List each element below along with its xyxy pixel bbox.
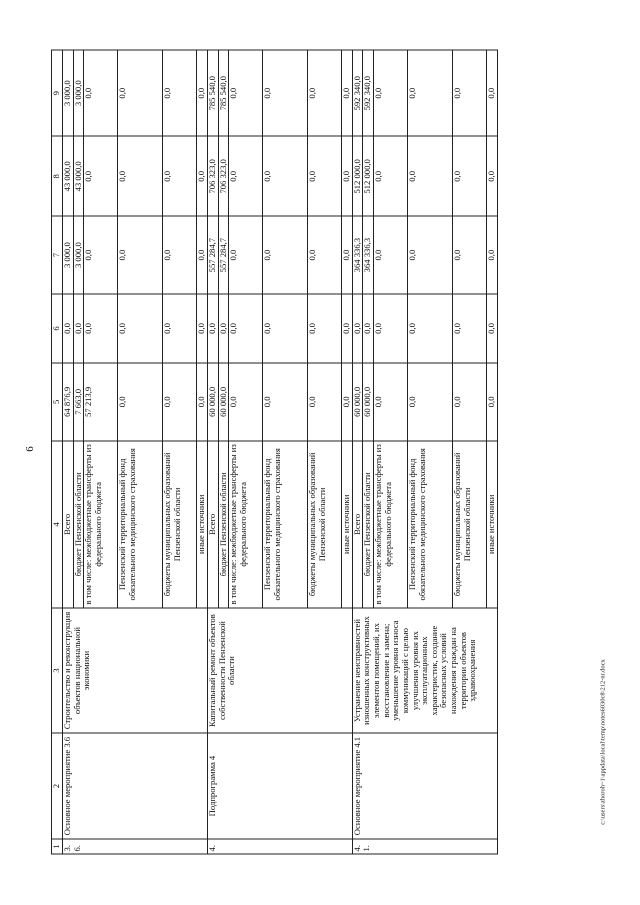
amount-cell: 43 000,0 [73, 136, 84, 216]
col-header: 7 [52, 216, 63, 294]
amount-cell: 64 876,9 [63, 363, 74, 441]
col-header: 3 [52, 608, 63, 733]
amount-cell: 57 213,9 [84, 363, 118, 441]
page-number: 6 [24, 446, 36, 452]
row-number-cell: 4.1. [352, 839, 497, 854]
amount-cell: 0,0 [374, 216, 408, 294]
funding-source-cell: бюджет Пензенской области [73, 441, 84, 608]
amount-cell: 0,0 [229, 136, 263, 216]
amount-cell: 364 336,3 [363, 216, 374, 294]
amount-cell: 0,0 [197, 216, 208, 294]
amount-cell: 3 000,0 [63, 50, 74, 136]
amount-cell: 0,0 [118, 363, 163, 441]
col-header: 8 [52, 136, 63, 216]
funding-source-cell: Всего [352, 441, 363, 608]
funding-source-cell: Всего [207, 441, 218, 608]
amount-cell: 0,0 [229, 294, 263, 363]
event-name-cell: Подпрограмма 4 [207, 733, 352, 839]
amount-cell: 0,0 [308, 136, 342, 216]
amount-cell: 0,0 [453, 363, 487, 441]
funding-source-cell: бюджеты муниципальных образований Пензенской области [163, 441, 197, 608]
col-header: 4 [52, 441, 63, 608]
amount-cell: 0,0 [453, 136, 487, 216]
table-row [207, 50, 218, 854]
amount-cell: 0,0 [487, 50, 498, 136]
amount-cell: 0,0 [84, 136, 118, 216]
amount-cell: 0,0 [352, 294, 363, 363]
amount-cell: 0,0 [453, 216, 487, 294]
amount-cell: 0,0 [374, 136, 408, 216]
funding-source-cell: бюджет Пензенской области [363, 441, 374, 608]
amount-cell: 0,0 [84, 294, 118, 363]
amount-cell: 0,0 [118, 294, 163, 363]
amount-cell: 0,0 [163, 136, 197, 216]
funding-source-cell: бюджеты муниципальных образований Пензенской области [453, 441, 487, 608]
amount-cell: 3 000,0 [73, 216, 84, 294]
funding-source-cell: Пензенский территориальный фонд обязательного медицинского страхования [408, 441, 453, 608]
amount-cell: 0,0 [453, 50, 487, 136]
rotated-page [51, 50, 589, 855]
amount-cell: 0,0 [118, 136, 163, 216]
funding-source-cell: бюджет Пензенской области [218, 441, 229, 608]
amount-cell: 3 000,0 [63, 216, 74, 294]
amount-cell: 0,0 [118, 216, 163, 294]
amount-cell: 0,0 [229, 216, 263, 294]
amount-cell: 0,0 [308, 216, 342, 294]
funding-source-cell: Всего [63, 441, 74, 608]
amount-cell: 0,0 [118, 50, 163, 136]
amount-cell: 0,0 [197, 363, 208, 441]
amount-cell: 60 000,0 [363, 363, 374, 441]
col-header: 1 [52, 839, 63, 854]
amount-cell: 0,0 [308, 294, 342, 363]
col-header: 2 [52, 733, 63, 839]
funding-source-cell: в том числе: межбюджетные трансферты из федерального бюджета [84, 441, 118, 608]
amount-cell: 0,0 [408, 363, 453, 441]
amount-cell: 512 000,0 [352, 136, 363, 216]
amount-cell: 0,0 [363, 294, 374, 363]
amount-cell: 0,0 [229, 363, 263, 441]
footer-file-path: c:\users\zhoroh~1\appdata\local\temp\notes6030c8\212-nr.docx [599, 659, 607, 825]
amount-cell: 0,0 [487, 294, 498, 363]
event-description-cell: Строительство и реконструкция объектов национальной экономики [63, 608, 208, 733]
event-name-cell: Основное мероприятие 4.1 [352, 733, 497, 839]
funding-table [51, 50, 498, 855]
amount-cell: 0,0 [197, 50, 208, 136]
funding-source-cell: иные источники [197, 441, 208, 608]
funding-source-cell: иные источники [487, 441, 498, 608]
amount-cell: 0,0 [487, 363, 498, 441]
amount-cell: 7 663,0 [73, 363, 84, 441]
amount-cell: 0,0 [163, 363, 197, 441]
amount-cell: 0,0 [342, 363, 353, 441]
amount-cell: 0,0 [84, 216, 118, 294]
amount-cell: 785 540,0 [218, 50, 229, 136]
amount-cell: 0,0 [63, 294, 74, 363]
amount-cell: 0,0 [408, 50, 453, 136]
amount-cell: 0,0 [308, 50, 342, 136]
funding-source-cell: в том числе: межбюджетные трансферты из федерального бюджета [374, 441, 408, 608]
amount-cell: 592 340,0 [363, 50, 374, 136]
table-body [52, 50, 498, 854]
amount-cell: 0,0 [374, 363, 408, 441]
amount-cell: 0,0 [263, 216, 308, 294]
event-description-cell: Капитальный ремонт объектов собственности Пензенской области [207, 608, 352, 733]
amount-cell: 0,0 [408, 294, 453, 363]
amount-cell: 0,0 [73, 294, 84, 363]
amount-cell: 0,0 [263, 136, 308, 216]
row-number-cell: 3.6. [63, 839, 208, 854]
amount-cell: 0,0 [408, 216, 453, 294]
amount-cell: 0,0 [342, 136, 353, 216]
table-row [352, 50, 363, 854]
amount-cell: 0,0 [197, 136, 208, 216]
funding-source-cell: Пензенский территориальный фонд обязательного медицинского страхования [118, 441, 163, 608]
amount-cell: 364 336,3 [352, 216, 363, 294]
amount-cell: 60 000,0 [207, 363, 218, 441]
amount-cell: 3 000,0 [73, 50, 84, 136]
amount-cell: 512 000,0 [363, 136, 374, 216]
amount-cell: 0,0 [374, 294, 408, 363]
col-header: 5 [52, 363, 63, 441]
table-row [63, 50, 74, 854]
amount-cell: 0,0 [163, 50, 197, 136]
amount-cell: 0,0 [207, 294, 218, 363]
amount-cell: 706 323,0 [218, 136, 229, 216]
amount-cell: 0,0 [163, 216, 197, 294]
amount-cell: 0,0 [408, 136, 453, 216]
funding-source-cell: Пензенский территориальный фонд обязательного медицинского страхования [263, 441, 308, 608]
amount-cell: 0,0 [218, 294, 229, 363]
amount-cell: 592 340,0 [352, 50, 363, 136]
event-name-cell: Основное мероприятие 3.6 [63, 733, 208, 839]
amount-cell: 0,0 [263, 294, 308, 363]
amount-cell: 60 000,0 [218, 363, 229, 441]
amount-cell: 0,0 [229, 50, 263, 136]
amount-cell: 0,0 [487, 216, 498, 294]
amount-cell: 0,0 [453, 294, 487, 363]
amount-cell: 0,0 [197, 294, 208, 363]
amount-cell: 557 284,7 [207, 216, 218, 294]
row-number-cell: 4. [207, 839, 352, 854]
funding-source-cell: бюджеты муниципальных образований Пензенской области [308, 441, 342, 608]
amount-cell: 43 000,0 [63, 136, 74, 216]
funding-source-cell: в том числе: межбюджетные трансферты из федерального бюджета [229, 441, 263, 608]
col-header: 6 [52, 294, 63, 363]
amount-cell: 0,0 [263, 50, 308, 136]
amount-cell: 0,0 [84, 50, 118, 136]
col-header: 9 [52, 50, 63, 136]
amount-cell: 0,0 [163, 294, 197, 363]
amount-cell: 0,0 [308, 363, 342, 441]
amount-cell: 0,0 [342, 50, 353, 136]
amount-cell: 706 323,0 [207, 136, 218, 216]
amount-cell: 0,0 [342, 294, 353, 363]
amount-cell: 0,0 [342, 216, 353, 294]
amount-cell: 0,0 [487, 136, 498, 216]
amount-cell: 785 540,0 [207, 50, 218, 136]
event-description-cell: Устранение неисправностей изношенных конструктивных элементов помещений, их восстановление и замена; уменьшение уровня износа коммуникаций с целью улучшения уровня их эксплуатационных характеристик, создание безопасных условий нахождения граждан на территории объектов здравоохранения [352, 608, 497, 733]
header-row [52, 50, 63, 854]
funding-source-cell: иные источники [342, 441, 353, 608]
amount-cell: 557 284,7 [218, 216, 229, 294]
amount-cell: 0,0 [263, 363, 308, 441]
amount-cell: 0,0 [374, 50, 408, 136]
amount-cell: 60 000,0 [352, 363, 363, 441]
